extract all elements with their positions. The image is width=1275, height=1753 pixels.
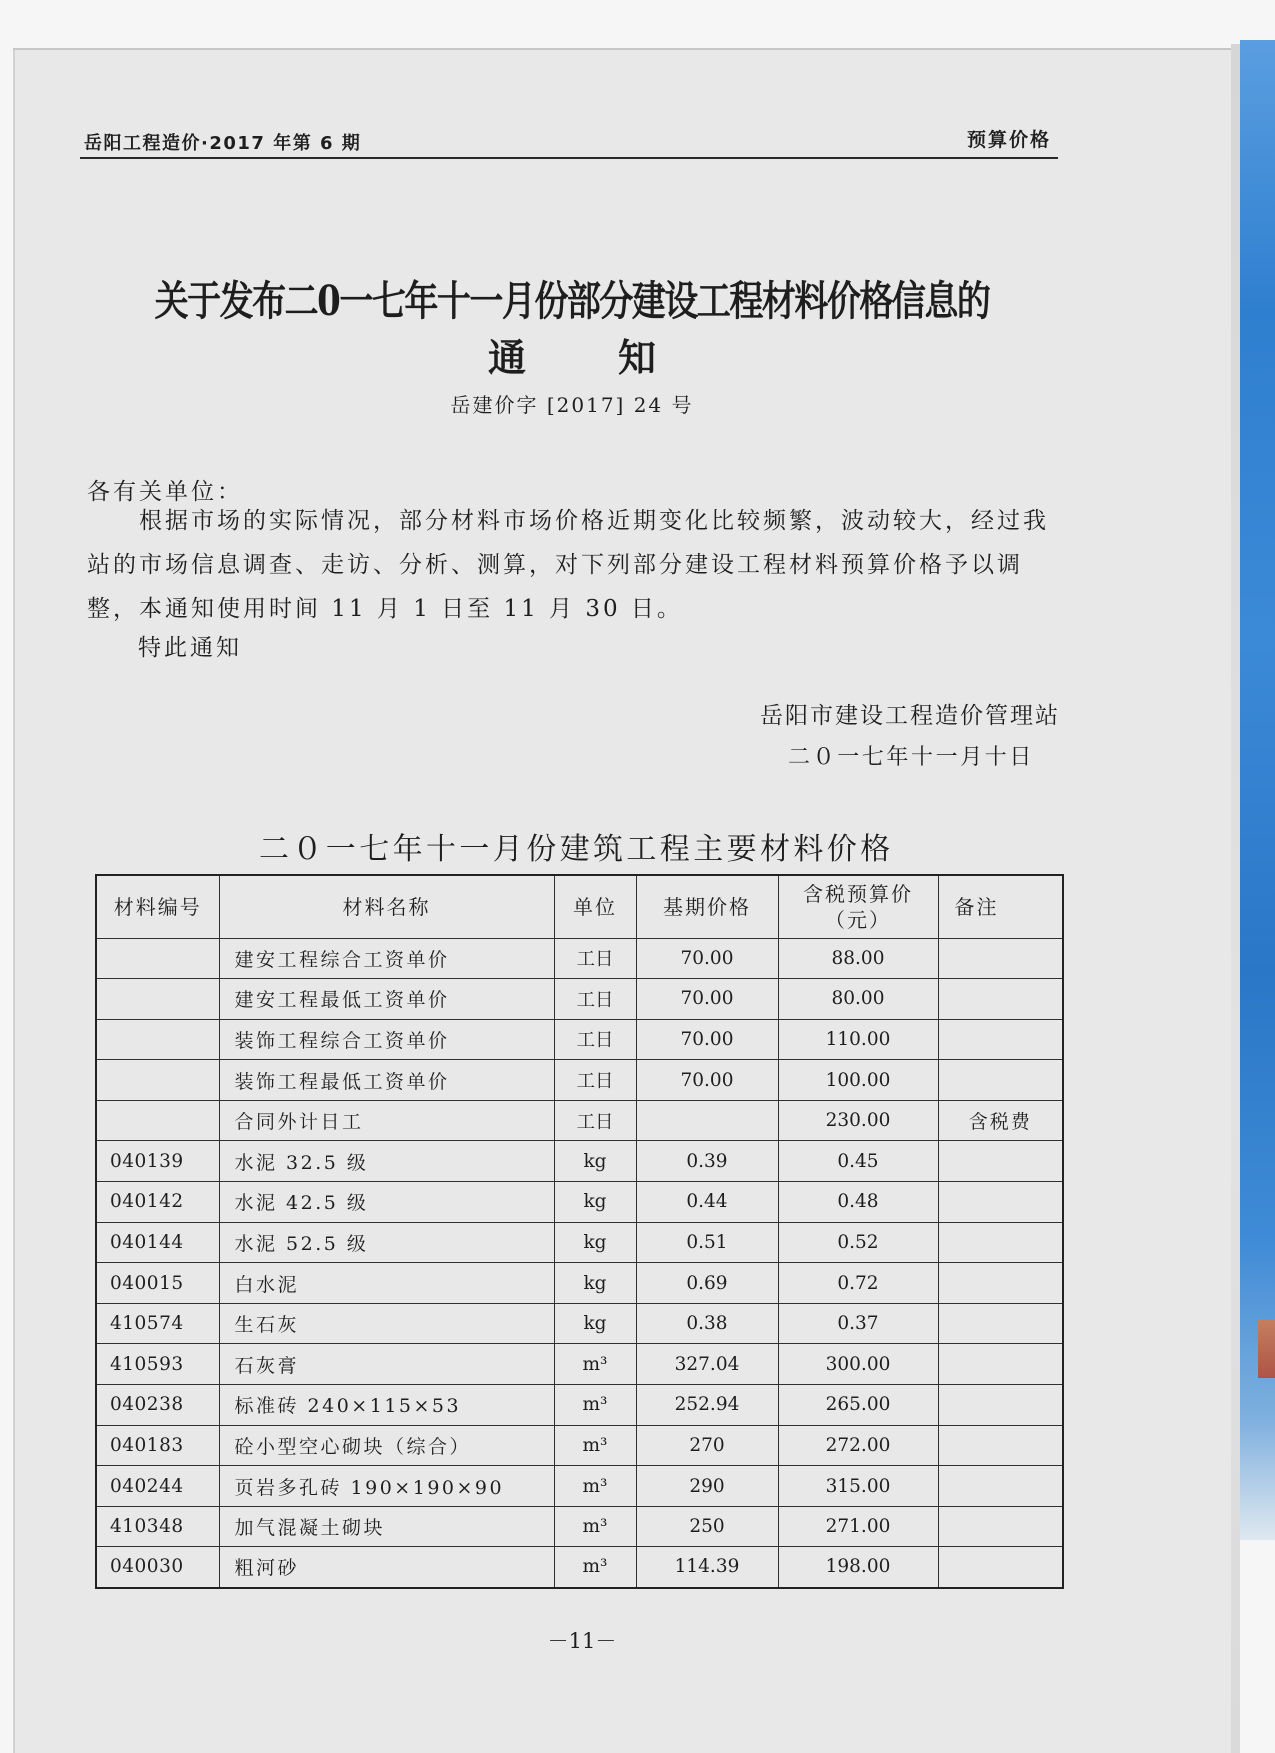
material-name-cell: 砼小型空心砌块（综合）: [219, 1425, 554, 1466]
column-header-label: 单位: [573, 894, 617, 919]
material-name-cell: 装饰工程综合工资单价: [219, 1019, 554, 1060]
material-code-cell: 040144: [96, 1222, 219, 1263]
note-cell: [938, 1263, 1063, 1304]
book-cover-edge: [1240, 40, 1275, 1540]
tax-price-cell: 300.00: [778, 1344, 938, 1385]
base-price-cell: 290: [636, 1466, 778, 1507]
salutation: 各有关单位：: [87, 479, 243, 505]
unit-cell: m³: [554, 1425, 636, 1466]
tax-price-cell: 265.00: [778, 1385, 938, 1426]
note-cell: [938, 1222, 1063, 1263]
table-row: [96, 1019, 1063, 1060]
issue-date: 二０一七年十一月十日: [788, 745, 1035, 770]
material-name-cell: 页岩多孔砖 190×190×90: [219, 1466, 554, 1507]
column-header-code: [96, 875, 219, 938]
unit-cell: 工日: [554, 1060, 636, 1101]
page-edge: [1231, 44, 1240, 1753]
base-price-cell: 327.04: [636, 1344, 778, 1385]
notice-title-line1: 关于发布二0一七年十一月份部分建设工程材料价格信息的: [154, 278, 990, 326]
base-price-cell: 0.38: [636, 1303, 778, 1344]
table-row: [96, 1385, 1063, 1426]
note-cell: [938, 1141, 1063, 1182]
table-row: [96, 1060, 1063, 1101]
note-cell: [938, 1425, 1063, 1466]
column-header-note: [938, 875, 1063, 938]
note-cell: [938, 938, 1063, 979]
material-code-cell: 410574: [96, 1303, 219, 1344]
unit-cell: 工日: [554, 979, 636, 1020]
note-cell: [938, 1506, 1063, 1547]
column-header-base-price: [636, 875, 778, 938]
journal-issue-header: 岳阳工程造价·2017 年第 6 期: [84, 133, 362, 154]
note-cell: [938, 1466, 1063, 1507]
table-body: [96, 938, 1063, 1588]
note-cell: [938, 1385, 1063, 1426]
material-name-cell: 水泥 42.5 级: [219, 1182, 554, 1223]
base-price-cell: 114.39: [636, 1547, 778, 1588]
material-code-cell: 040139: [96, 1141, 219, 1182]
material-name-cell: 装饰工程最低工资单价: [219, 1060, 554, 1101]
notice-closing: 特此通知: [138, 635, 242, 661]
issuer-signature: 岳阳市建设工程造价管理站: [760, 703, 1060, 729]
tax-price-cell: 100.00: [778, 1060, 938, 1101]
column-header-label: 材料名称: [342, 894, 431, 919]
base-price-cell: 252.94: [636, 1385, 778, 1426]
unit-cell: 工日: [554, 938, 636, 979]
material-price-table: [95, 874, 1064, 1589]
base-price-cell: 0.44: [636, 1182, 778, 1223]
material-name-cell: 建安工程综合工资单价: [219, 938, 554, 979]
notice-body: 根据市场的实际情况，部分材料市场价格近期变化比较频繁，波动较大，经过我站的市场信息调查、走访、分析、测算，对下列部分建设工程材料预算价格予以调整，本通知使用时间 11 月 1 日至 11 月 30 日。: [87, 508, 1049, 622]
column-header-unit-note: （元）: [825, 907, 891, 932]
material-name-cell: 生石灰: [219, 1303, 554, 1344]
document-number: 岳建价字 [2017] 24 号: [450, 393, 694, 417]
material-name-cell: 水泥 52.5 级: [219, 1222, 554, 1263]
table-row: [96, 979, 1063, 1020]
material-code-cell: 410348: [96, 1506, 219, 1547]
column-header-name: [219, 875, 554, 938]
tax-price-cell: 0.37: [778, 1303, 938, 1344]
material-code-cell: 410593: [96, 1344, 219, 1385]
table-header-row: [96, 875, 1063, 938]
header-rule: [80, 157, 1058, 159]
material-name-cell: 石灰膏: [219, 1344, 554, 1385]
column-header-label: 基期价格: [663, 894, 751, 919]
unit-cell: m³: [554, 1466, 636, 1507]
table-row: [96, 1344, 1063, 1385]
unit-cell: m³: [554, 1385, 636, 1426]
tax-price-cell: 80.00: [778, 979, 938, 1020]
material-name-cell: 标准砖 240×115×53: [219, 1385, 554, 1426]
column-header-label: 含税预算价: [803, 881, 913, 906]
book-cover-mark: [1258, 1320, 1275, 1378]
note-cell: [938, 1019, 1063, 1060]
material-code-cell: 040244: [96, 1466, 219, 1507]
unit-cell: m³: [554, 1344, 636, 1385]
table-row: [96, 1141, 1063, 1182]
note-cell: [938, 1547, 1063, 1588]
material-name-cell: 加气混凝土砌块: [219, 1506, 554, 1547]
base-price-cell: 0.69: [636, 1263, 778, 1304]
base-price-cell: [636, 1100, 778, 1141]
material-code-cell: [96, 1100, 219, 1141]
material-code-cell: [96, 1019, 219, 1060]
note-cell: [938, 1303, 1063, 1344]
note-cell: 含税费: [938, 1100, 1063, 1141]
unit-cell: kg: [554, 1263, 636, 1304]
section-header: 预算价格: [967, 129, 1052, 151]
material-code-cell: 040015: [96, 1263, 219, 1304]
material-name-cell: 白水泥: [219, 1263, 554, 1304]
unit-cell: kg: [554, 1182, 636, 1223]
table-row: [96, 1222, 1063, 1263]
unit-cell: 工日: [554, 1100, 636, 1141]
base-price-cell: 70.00: [636, 1060, 778, 1101]
unit-cell: m³: [554, 1506, 636, 1547]
material-code-cell: 040142: [96, 1182, 219, 1223]
unit-cell: kg: [554, 1141, 636, 1182]
notice-title-line2: 通知: [487, 335, 748, 380]
material-code-cell: [96, 938, 219, 979]
material-code-cell: 040030: [96, 1547, 219, 1588]
table-row: [96, 1425, 1063, 1466]
table-row: [96, 1466, 1063, 1507]
table-row: [96, 1100, 1063, 1141]
note-cell: [938, 1344, 1063, 1385]
base-price-cell: 0.39: [636, 1141, 778, 1182]
tax-price-cell: 88.00: [778, 938, 938, 979]
base-price-cell: 0.51: [636, 1222, 778, 1263]
material-name-cell: 水泥 32.5 级: [219, 1141, 554, 1182]
unit-cell: kg: [554, 1222, 636, 1263]
tax-price-cell: 0.48: [778, 1182, 938, 1223]
material-code-cell: [96, 1060, 219, 1101]
tax-price-cell: 0.72: [778, 1263, 938, 1304]
unit-cell: 工日: [554, 1019, 636, 1060]
table-row: [96, 1303, 1063, 1344]
note-cell: [938, 1182, 1063, 1223]
material-name-cell: 建安工程最低工资单价: [219, 979, 554, 1020]
base-price-cell: 270: [636, 1425, 778, 1466]
table-title: 二０一七年十一月份建筑工程主要材料价格: [259, 832, 894, 867]
material-name-cell: 合同外计日工: [219, 1100, 554, 1141]
unit-cell: m³: [554, 1547, 636, 1588]
unit-cell: kg: [554, 1303, 636, 1344]
tax-price-cell: 110.00: [778, 1019, 938, 1060]
column-header-label: 材料编号: [113, 894, 202, 919]
material-name-cell: 粗河砂: [219, 1547, 554, 1588]
tax-price-cell: 198.00: [778, 1547, 938, 1588]
table-row: [96, 1547, 1063, 1588]
column-header-tax-price: [778, 875, 938, 938]
column-header-unit: [554, 875, 636, 938]
tax-price-cell: 0.45: [778, 1141, 938, 1182]
material-code-cell: 040238: [96, 1385, 219, 1426]
table-row: [96, 1182, 1063, 1223]
material-code-cell: 040183: [96, 1425, 219, 1466]
base-price-cell: 70.00: [636, 979, 778, 1020]
tax-price-cell: 0.52: [778, 1222, 938, 1263]
tax-price-cell: 272.00: [778, 1425, 938, 1466]
tax-price-cell: 230.00: [778, 1100, 938, 1141]
tax-price-cell: 315.00: [778, 1466, 938, 1507]
tax-price-cell: 271.00: [778, 1506, 938, 1547]
column-header-label: 备注: [954, 894, 999, 919]
base-price-cell: 70.00: [636, 938, 778, 979]
table-row: [96, 938, 1063, 979]
base-price-cell: 70.00: [636, 1019, 778, 1060]
material-code-cell: [96, 979, 219, 1020]
note-cell: [938, 1060, 1063, 1101]
page-number: －11－: [547, 1629, 617, 1653]
base-price-cell: 250: [636, 1506, 778, 1547]
table-row: [96, 1506, 1063, 1547]
table-row: [96, 1263, 1063, 1304]
note-cell: [938, 979, 1063, 1020]
